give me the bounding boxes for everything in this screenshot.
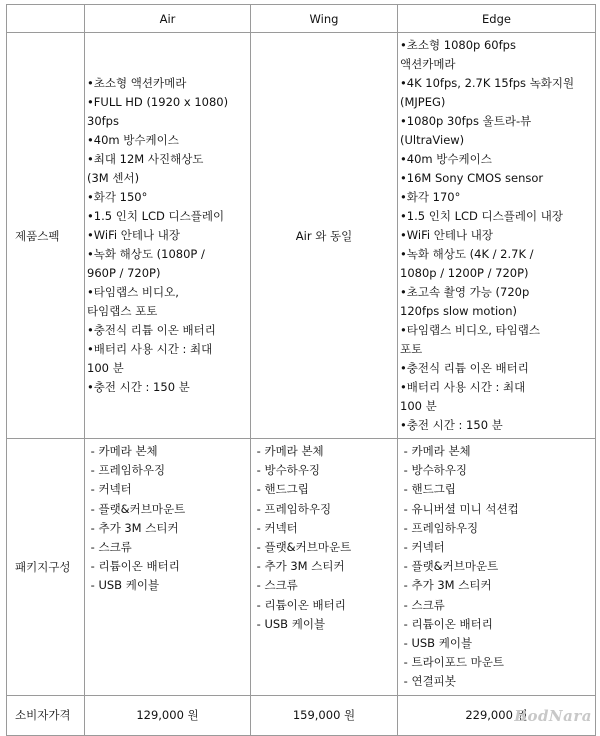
list-item: •WiFi 안테나 내장 <box>400 228 493 242</box>
price-edge: 229,000 원 <box>398 695 596 735</box>
list-item: •타임랩스 비디오, 타임랩스 <box>400 323 540 337</box>
list-item: 30fps <box>87 114 119 128</box>
list-item: •화각 150° <box>87 190 148 204</box>
list-item: - 추가 3M 스티커 <box>87 520 179 535</box>
list-item: - 카메라 본체 <box>253 444 324 458</box>
list-item: •배터리 사용 시간 : 최대 <box>400 380 526 394</box>
list-item: - 방수하우징 <box>253 463 321 478</box>
list-item: - 리튬이온 배터리 <box>87 559 180 574</box>
list-item: •초소형 1080p 60fps <box>400 38 516 52</box>
package-row <box>7 439 596 696</box>
list-item: - 트라이포드 마운트 <box>400 655 504 670</box>
list-item: - 연결피봇 <box>400 674 456 689</box>
list-item: •최대 12M 사진해상도 <box>87 152 204 166</box>
list-item: 1080p / 1200P / 720P) <box>400 266 529 280</box>
watermark-logo: BodNara <box>514 707 592 725</box>
list-item: - 핸드그립 <box>253 482 309 497</box>
list-item: - 스크류 <box>253 578 298 593</box>
price-row <box>7 695 596 735</box>
list-item: •충전 시간 : 150 분 <box>87 380 190 394</box>
list-item: - 카메라 본체 <box>400 444 471 458</box>
list-item: •40m 방수케이스 <box>87 133 179 147</box>
list-item: •4K 10fps, 2.7K 15fps 녹화지원 <box>400 76 575 90</box>
package-wing-list <box>253 442 395 634</box>
package-edge-list <box>400 442 593 692</box>
list-item: •초소형 액션카메라 <box>87 76 187 90</box>
list-item: •녹화 해상도 (1080P / <box>87 247 205 261</box>
list-item: - 카메라 본체 <box>87 444 158 458</box>
package-row-label: 패키지구성 <box>7 439 85 696</box>
list-item: - 스크류 <box>87 540 132 555</box>
list-item: - 리튬이온 배터리 <box>253 597 346 612</box>
list-item: •FULL HD (1920 x 1080) <box>87 95 229 109</box>
product-comparison-table <box>6 4 596 736</box>
list-item: - USB 케이블 <box>87 578 160 593</box>
list-item: - 추가 3M 스티커 <box>253 559 345 574</box>
list-item: •40m 방수케이스 <box>400 152 492 166</box>
list-item: - 플랫&커브마운트 <box>253 540 352 555</box>
package-air-list <box>87 442 248 596</box>
spec-wing-cell: Air 와 동일 <box>251 33 398 439</box>
package-air-cell <box>85 439 251 696</box>
list-item: - 방수하우징 <box>400 463 468 478</box>
list-item: •타임랩스 비디오, <box>87 285 179 299</box>
list-item: •초고속 촬영 가능 (720p <box>400 285 530 299</box>
list-item: - 플랫&커브마운트 <box>400 559 499 574</box>
spec-air-list <box>87 74 248 397</box>
list-item: •1080p 30fps 울트라-뷰 <box>400 114 532 128</box>
list-item: •배터리 사용 시간 : 최대 <box>87 342 213 356</box>
list-item: 타임랩스 포토 <box>87 304 158 318</box>
list-item: - 커넥터 <box>400 540 445 555</box>
list-item: - 프레임하우징 <box>87 463 166 478</box>
list-item: •충전식 리튬 이온 배터리 <box>400 361 529 375</box>
list-item: - 유니버셜 미니 석션컵 <box>400 501 519 516</box>
list-item: - 핸드그립 <box>400 482 456 497</box>
list-item: 100 분 <box>400 399 437 413</box>
list-item: (UltraView) <box>400 133 465 147</box>
list-item: - 플랫&커브마운트 <box>87 501 186 516</box>
list-item: •16M Sony CMOS sensor <box>400 171 544 185</box>
list-item: (MJPEG) <box>400 95 446 109</box>
list-item: 100 분 <box>87 361 124 375</box>
spec-row <box>7 33 596 439</box>
list-item: - 프레임하우징 <box>253 501 332 516</box>
list-item: - USB 케이블 <box>253 616 326 631</box>
package-edge-cell <box>398 439 596 696</box>
header-edge: Edge <box>398 5 596 33</box>
price-air: 129,000 원 <box>85 695 251 735</box>
header-row <box>7 5 596 33</box>
list-item: 120fps slow motion) <box>400 304 517 318</box>
header-air: Air <box>85 5 251 33</box>
price-wing: 159,000 원 <box>251 695 398 735</box>
header-corner <box>7 5 85 33</box>
list-item: - 추가 3M 스티커 <box>400 578 492 593</box>
package-wing-cell <box>251 439 398 696</box>
list-item: •WiFi 안테나 내장 <box>87 228 180 242</box>
spec-air-cell <box>85 33 251 439</box>
list-item: •1.5 인치 LCD 디스플레이 내장 <box>400 209 563 223</box>
list-item: 포토 <box>400 342 423 356</box>
list-item: - 리튬이온 배터리 <box>400 616 493 631</box>
list-item: - 스크류 <box>400 597 445 612</box>
header-wing: Wing <box>251 5 398 33</box>
list-item: •1.5 인치 LCD 디스플레이 <box>87 209 225 223</box>
list-item: 960P / 720P) <box>87 266 161 280</box>
spec-edge-list <box>400 36 593 435</box>
list-item: - USB 케이블 <box>400 636 473 651</box>
list-item: - 프레임하우징 <box>400 520 479 535</box>
spec-row-label: 제품스펙 <box>7 33 85 439</box>
list-item: (3M 센서) <box>87 171 140 185</box>
list-item: - 커넥터 <box>253 520 298 535</box>
list-item: •녹화 해상도 (4K / 2.7K / <box>400 247 534 261</box>
list-item: 액션카메라 <box>400 57 456 71</box>
price-row-label: 소비자가격 <box>7 695 85 735</box>
list-item: •충전식 리튬 이온 배터리 <box>87 323 216 337</box>
list-item: •충전 시간 : 150 분 <box>400 418 503 432</box>
spec-edge-cell <box>398 33 596 439</box>
list-item: - 커넥터 <box>87 482 132 497</box>
list-item: •화각 170° <box>400 190 461 204</box>
